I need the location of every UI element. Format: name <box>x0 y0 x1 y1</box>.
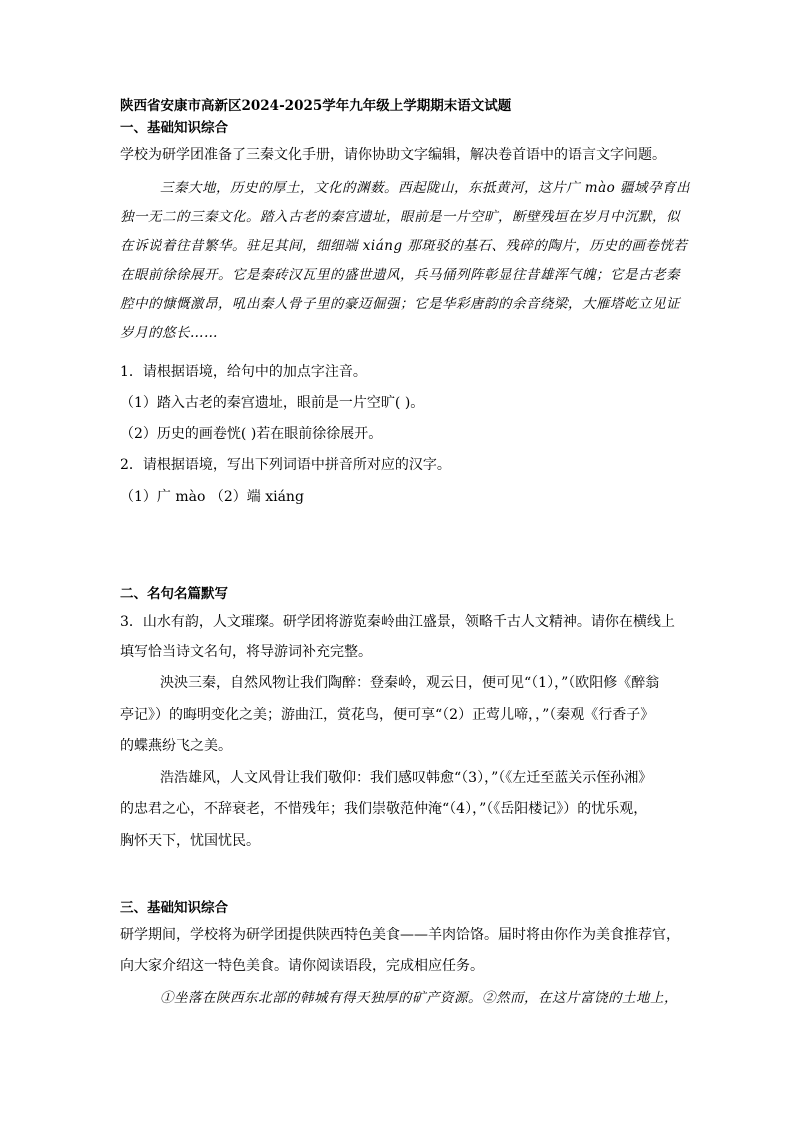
section3-heading: 三、基础知识综合 <box>120 900 228 916</box>
paragraph-2-line: 浩浩雄风，人文风骨让我们敬仰：我们感叹韩愈“（3），”（《左迁至蓝关示侄孙湘》 <box>160 770 653 786</box>
paragraph-1-line: 的蝶燕纷飞之美。 <box>120 738 232 754</box>
question-1-2: （2）历史的画卷恍( )若在眼前徐徐展开。 <box>120 426 383 442</box>
paragraph-2-line: 的忠君之心，不辞衰老，不惜残年；我们崇敬范仲淹“（4），”（《岳阳楼记》）的忧乐观， <box>120 801 648 817</box>
section3-intro-line: 研学期间，学校将为研学团提供陕西特色美食——羊肉饸饹。届时将由你作为美食推荐官， <box>120 927 680 943</box>
question-2: 2．请根据语境，写出下列词语中拼音所对应的汉字。 <box>120 457 451 473</box>
passage-line: 独一无二的三秦文化。踏入古老的秦宫遗址，眼前是一片空旷，断壁残垣在岁月中沉默，似 <box>120 209 680 225</box>
section3-intro-line: 向大家介绍这一特色美食。请你阅读语段，完成相应任务。 <box>120 958 484 974</box>
question-2-items: （1）广 mào （2）端 xiáng <box>120 489 304 505</box>
paragraph-2-line: 胸怀天下，忧国忧民。 <box>120 833 260 849</box>
passage-line: 在诉说着往昔繁华。驻足其间，细细端 xiáng 那斑驳的基石、残碎的陶片，历史的画卷恍若 <box>120 238 688 254</box>
question-3-line: 填写恰当诗文名句，将导游词补充完整。 <box>120 644 372 660</box>
question-3-line: 3．山水有韵，人文璀璨。研学团将游览秦岭曲江盛景，领略千古人文精神。请你在横线上 <box>120 614 675 630</box>
section1-intro: 学校为研学团准备了三秦文化手册，请你协助文字编辑，解决卷首语中的语言文字问题。 <box>120 147 666 163</box>
question-1-1: （1）踏入古老的秦宫遗址，眼前是一片空旷( )。 <box>120 395 425 411</box>
paragraph-1-line: 亭记》）的晦明变化之美；游曲江，赏花鸟，便可享“（2）正莺儿啼，，”（秦观《行香子》 <box>120 707 655 723</box>
section2-heading: 二、名句名篇默写 <box>120 586 228 602</box>
question-1: 1．请根据语境，给句中的加点字注音。 <box>120 364 367 380</box>
section1-heading: 一、基础知识综合 <box>120 120 228 136</box>
page-title: 陕西省安康市高新区2024-2025学年九年级上学期期末语文试题 <box>120 98 512 114</box>
passage-line: 在眼前徐徐展开。它是秦砖汉瓦里的盛世遗风，兵马俑列阵彰显往昔雄浑气魄；它是古老秦 <box>120 267 680 283</box>
passage-line: 腔中的慷慨激昂，吼出秦人骨子里的豪迈倔强；它是华彩唐韵的余音绕梁，大雁塔屹立见证 <box>120 296 680 312</box>
passage-line: 岁月的悠长…… <box>120 325 218 341</box>
passage-line: 三秦大地，历史的厚土，文化的渊薮。西起陇山，东抵黄河，这片广 mào 疆域孕育出 <box>160 180 691 196</box>
paragraph-1-line: 泱泱三秦，自然风物让我们陶醉：登秦岭，观云日，便可见“（1），”（欧阳修《醉翁 <box>160 675 660 691</box>
section3-passage-line: ①坐落在陕西东北部的韩城有得天独厚的矿产资源。②然而，在这片富饶的土地上， <box>160 990 678 1006</box>
